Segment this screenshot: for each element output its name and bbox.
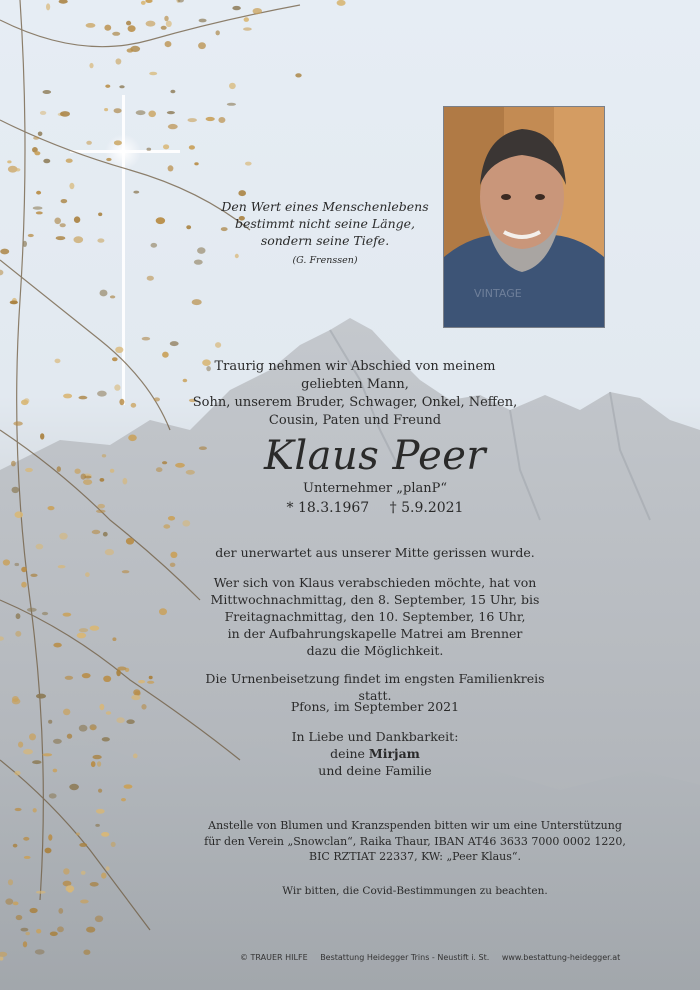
leaf	[244, 17, 249, 22]
leaf	[24, 398, 30, 403]
leaf	[92, 530, 101, 534]
leaf	[103, 532, 108, 537]
leaf	[67, 734, 72, 739]
leaf	[104, 25, 111, 31]
leaf	[40, 111, 46, 115]
leaf	[159, 608, 167, 615]
leaf	[36, 929, 41, 934]
leaf	[56, 236, 66, 240]
leaf	[183, 379, 188, 383]
leaf	[149, 72, 157, 76]
leaf	[43, 90, 52, 94]
donation-line: Anstelle von Blumen und Kranzspenden bitten wir um eine Unterstützung	[208, 819, 622, 832]
leaf	[90, 724, 97, 730]
leaf	[121, 798, 126, 801]
place-date: Pfons, im September 2021	[290, 699, 460, 714]
leaf	[122, 570, 130, 573]
leaf	[128, 435, 137, 442]
mourners-wife	[250, 745, 500, 762]
leaf	[25, 932, 30, 936]
leaf	[199, 19, 207, 23]
mourners-name: Mirjam	[368, 746, 420, 761]
leaf	[215, 342, 221, 348]
leaf	[127, 48, 134, 52]
leaf	[206, 117, 215, 121]
deceased-name: Klaus Peer	[263, 433, 487, 479]
leaf	[27, 608, 37, 612]
leaf	[188, 118, 197, 122]
leaf	[69, 183, 74, 189]
leaf	[131, 695, 140, 700]
leaf	[97, 391, 107, 397]
farewell-line: dazu die Möglichkeit.	[306, 643, 444, 658]
leaf	[54, 218, 61, 225]
leaf	[243, 27, 252, 30]
leaf	[59, 0, 68, 4]
mourners-prefix: deine	[330, 746, 369, 761]
leaf	[86, 927, 95, 933]
leaf	[119, 399, 124, 405]
leaf	[76, 833, 80, 836]
leaf	[63, 709, 70, 716]
mourners	[250, 728, 500, 779]
leaf	[97, 761, 101, 767]
leaf	[138, 680, 145, 683]
leaf	[192, 299, 202, 305]
leaf	[142, 337, 150, 341]
leaf	[90, 882, 99, 887]
leaf	[79, 396, 88, 400]
leaf	[168, 516, 175, 521]
leaf	[146, 0, 153, 3]
leaf	[114, 108, 122, 113]
leaf	[8, 879, 13, 885]
leaf	[82, 673, 91, 678]
leaf	[33, 136, 39, 139]
leaf	[79, 725, 88, 732]
leaf	[23, 749, 33, 755]
leaf	[66, 159, 73, 163]
leaf	[141, 1, 146, 5]
leaf	[81, 871, 86, 875]
leaf	[149, 676, 153, 679]
leaf	[295, 73, 301, 77]
leaf	[0, 249, 9, 255]
leaf	[170, 90, 175, 94]
leaf	[58, 908, 63, 914]
leaf	[79, 628, 88, 632]
leaf	[147, 681, 154, 684]
leaf	[11, 461, 16, 467]
leaf	[133, 754, 138, 759]
leaf	[168, 124, 178, 129]
leaf	[38, 132, 43, 137]
leaf	[168, 165, 174, 171]
leaf	[63, 868, 69, 874]
leaf	[106, 158, 111, 161]
leaf	[141, 704, 146, 710]
leaf	[162, 352, 169, 358]
leaf	[18, 742, 23, 748]
leaf	[110, 469, 115, 473]
leaf	[98, 213, 102, 217]
leaf	[0, 270, 3, 276]
leaf	[156, 217, 165, 224]
leaf	[164, 16, 168, 22]
mourners-family: und deine Familie	[318, 763, 432, 778]
leaf	[167, 111, 175, 114]
leaf	[95, 824, 100, 827]
intro-line: Sohn, unserem Bruder, Schwager, Onkel, Neffen,	[192, 395, 518, 410]
farewell-info	[210, 574, 540, 659]
leaf	[65, 676, 73, 680]
quote-line: sondern seine Tiefe.	[260, 233, 390, 248]
farewell-line: in der Aufbahrungskapelle Matrei am Brenner	[227, 626, 523, 641]
leaf	[43, 159, 50, 164]
leaf	[21, 567, 27, 572]
leaf	[166, 21, 172, 27]
leaf	[103, 676, 111, 682]
leaf	[25, 468, 33, 472]
leaf	[112, 357, 118, 361]
leaf	[216, 30, 220, 35]
leaf	[86, 23, 96, 28]
leaf	[232, 6, 240, 10]
leaf	[14, 563, 19, 566]
leaf	[12, 698, 21, 704]
leaf	[83, 479, 92, 485]
leaf	[12, 487, 20, 493]
leaf	[115, 347, 123, 353]
intro-line: Traurig nehmen wir Abschied von meinem geliebten Mann,	[214, 359, 496, 392]
quote-block	[215, 198, 435, 269]
leaf	[100, 290, 108, 297]
leaf	[133, 689, 140, 695]
intro-line: Cousin, Paten und Freund	[268, 413, 442, 428]
leaf	[197, 247, 205, 254]
leaf	[30, 574, 37, 577]
leaf	[186, 225, 191, 229]
leaf	[124, 784, 133, 788]
leaf	[101, 873, 106, 879]
leaf	[66, 885, 75, 892]
leaf	[16, 915, 23, 920]
leaf	[163, 524, 170, 528]
leaf	[170, 552, 177, 558]
leaf	[182, 520, 190, 526]
leaf	[194, 162, 198, 165]
leaf	[10, 301, 18, 305]
leaf	[60, 223, 66, 227]
covid-notice: Wir bitten, die Covid-Bestimmungen zu beachten.	[282, 885, 548, 897]
leaf	[13, 844, 18, 848]
leaf	[63, 394, 72, 399]
farewell-line: Wer sich von Klaus verabschieden möchte, hat von	[213, 575, 537, 590]
leaf	[165, 41, 172, 47]
footer-copyright: © TRAUER HILFE	[240, 953, 308, 962]
leaf	[117, 667, 126, 671]
leaf	[75, 469, 81, 474]
leaf	[90, 626, 100, 631]
leaf	[83, 950, 90, 955]
leaf	[60, 111, 70, 117]
leaf	[95, 916, 103, 923]
leaf	[123, 478, 128, 485]
leaf	[148, 111, 156, 118]
footer-company: Bestattung Heidegger Trins - Neustift i. St.	[320, 953, 490, 962]
quote-line: bestimmt nicht seine Länge,	[234, 216, 416, 231]
leaf	[93, 755, 102, 759]
leaf	[133, 191, 139, 194]
leaf	[29, 908, 37, 913]
leaf	[14, 771, 20, 776]
footer-website: www.bestattung-heidegger.at	[501, 953, 621, 962]
leaf	[238, 190, 246, 196]
intro-text	[190, 358, 520, 430]
leaf	[106, 711, 111, 715]
leaf	[253, 8, 262, 14]
leaf	[59, 533, 67, 540]
passing-text: der unerwartet aus unserer Mitte gerissen wurde.	[215, 545, 535, 560]
leaf	[50, 932, 58, 937]
leaf	[43, 753, 53, 756]
death-date: † 5.9.2021	[389, 500, 464, 516]
leaf	[227, 103, 236, 106]
leaf	[57, 926, 64, 932]
leaf	[198, 42, 206, 49]
leaf	[23, 241, 27, 247]
leaf	[33, 808, 37, 812]
leaf	[80, 900, 89, 904]
leaf	[32, 760, 41, 764]
leaf	[48, 506, 55, 510]
leaf	[104, 108, 108, 111]
leaf	[34, 151, 40, 155]
leaf	[156, 467, 163, 472]
leaf	[102, 454, 106, 457]
leaf	[7, 160, 11, 163]
leaf	[100, 704, 105, 710]
leaf	[84, 476, 91, 479]
leaf	[36, 191, 41, 195]
leaf	[146, 21, 156, 27]
leaf	[28, 234, 34, 237]
leaf	[13, 902, 19, 906]
leaf	[101, 832, 109, 837]
footer	[240, 952, 621, 964]
leaf	[97, 504, 105, 509]
leaf	[116, 669, 121, 676]
donation-request	[195, 818, 635, 865]
leaf	[116, 58, 122, 64]
leaf	[74, 236, 84, 243]
leaf	[119, 85, 124, 88]
leaf	[154, 397, 160, 401]
leaf	[126, 719, 134, 724]
leaf	[61, 199, 68, 203]
leaf	[36, 891, 46, 894]
leaf	[77, 633, 86, 639]
leaf	[189, 145, 195, 149]
leaf	[194, 260, 203, 265]
leaf	[97, 238, 104, 242]
portrait-photo	[443, 106, 605, 328]
leaf	[14, 511, 23, 518]
leaf	[23, 837, 29, 841]
leaf	[74, 216, 80, 223]
leaf	[21, 928, 29, 932]
birth-date: * 18.3.1967	[286, 500, 370, 516]
leaf	[35, 949, 45, 954]
leaf	[15, 631, 21, 637]
leaf	[147, 276, 154, 281]
leaf	[96, 510, 106, 513]
leaf	[29, 733, 36, 740]
leaf	[86, 141, 92, 145]
leaf	[15, 168, 20, 171]
leaf	[85, 572, 90, 577]
leaf	[116, 717, 124, 723]
leaf	[105, 549, 114, 555]
leaf	[21, 582, 27, 588]
leaf	[114, 384, 120, 390]
leaf	[13, 421, 22, 425]
leaf	[102, 737, 110, 741]
leaf	[112, 637, 116, 641]
leaf	[55, 359, 61, 364]
leaf	[186, 470, 195, 475]
donation-line: BIC RZTIAT 22337, KW: „Peer Klaus“.	[308, 850, 521, 863]
leaf	[53, 769, 58, 773]
portrait-illustration	[444, 107, 604, 327]
donation-line: für den Verein „Snowclan“, Raika Thaur, IBAN AT46 3633 7000 0002 1220,	[204, 834, 626, 848]
leaf	[63, 613, 72, 617]
leaf	[199, 446, 207, 450]
burial-info: Die Urnenbeisetzung findet im engsten Familienkreis statt.	[205, 671, 545, 703]
leaf	[5, 898, 13, 904]
leaf	[48, 834, 52, 840]
farewell-line: Mittwochnachmittag, den 8. September, 15 Uhr, bis	[210, 592, 540, 607]
leaf	[36, 544, 44, 550]
leaf	[91, 761, 96, 767]
leaf	[58, 565, 66, 568]
deceased-role: Unternehmer „planP“	[303, 481, 447, 496]
leaf	[36, 694, 46, 699]
leaf	[245, 162, 252, 166]
leaf	[23, 941, 27, 947]
leaf	[162, 461, 167, 464]
leaf	[128, 25, 136, 32]
leaf	[98, 789, 102, 793]
leaf	[36, 211, 43, 214]
leaf	[53, 739, 62, 744]
leaf	[100, 478, 105, 482]
leaf	[110, 295, 115, 298]
leaf	[147, 148, 152, 151]
leaf	[161, 26, 167, 30]
leaf	[106, 866, 110, 871]
quote-author: (G. Frenssen)	[292, 255, 358, 266]
leaf	[48, 720, 52, 724]
leaf	[89, 63, 93, 68]
leaf	[42, 612, 48, 615]
leaf	[69, 784, 79, 790]
leaf	[49, 793, 57, 798]
svg-text:VINTAGE: VINTAGE	[474, 287, 522, 300]
leaf	[175, 463, 185, 468]
leaf	[170, 563, 176, 567]
leaf	[337, 0, 346, 6]
leaf	[53, 643, 61, 648]
leaf	[151, 243, 158, 248]
life-dates	[220, 498, 530, 518]
leaf	[40, 433, 44, 439]
leaf	[229, 83, 236, 89]
leaf	[46, 3, 50, 10]
leaf	[96, 809, 105, 814]
leaf	[126, 21, 131, 26]
leaf	[112, 32, 120, 36]
leaf	[45, 848, 52, 854]
leaf	[126, 538, 134, 545]
leaf	[114, 140, 122, 145]
leaf	[57, 466, 61, 472]
leaf	[131, 403, 137, 408]
leaf	[79, 843, 87, 847]
leaf	[218, 117, 225, 123]
leaf	[136, 110, 146, 115]
leaf	[16, 613, 21, 619]
leaf	[105, 85, 110, 88]
leaf	[15, 808, 22, 811]
leaf	[33, 206, 43, 209]
leaf	[170, 341, 179, 346]
leaf	[24, 856, 31, 859]
mourners-intro: In Liebe und Dankbarkeit:	[291, 729, 459, 744]
leaf	[3, 559, 10, 565]
farewell-line: Freitagnachmittag, den 10. September, 16 Uhr,	[224, 609, 526, 624]
leaf	[163, 144, 169, 149]
quote-line: Den Wert eines Menschenlebens	[221, 199, 429, 214]
leaf	[111, 842, 116, 847]
